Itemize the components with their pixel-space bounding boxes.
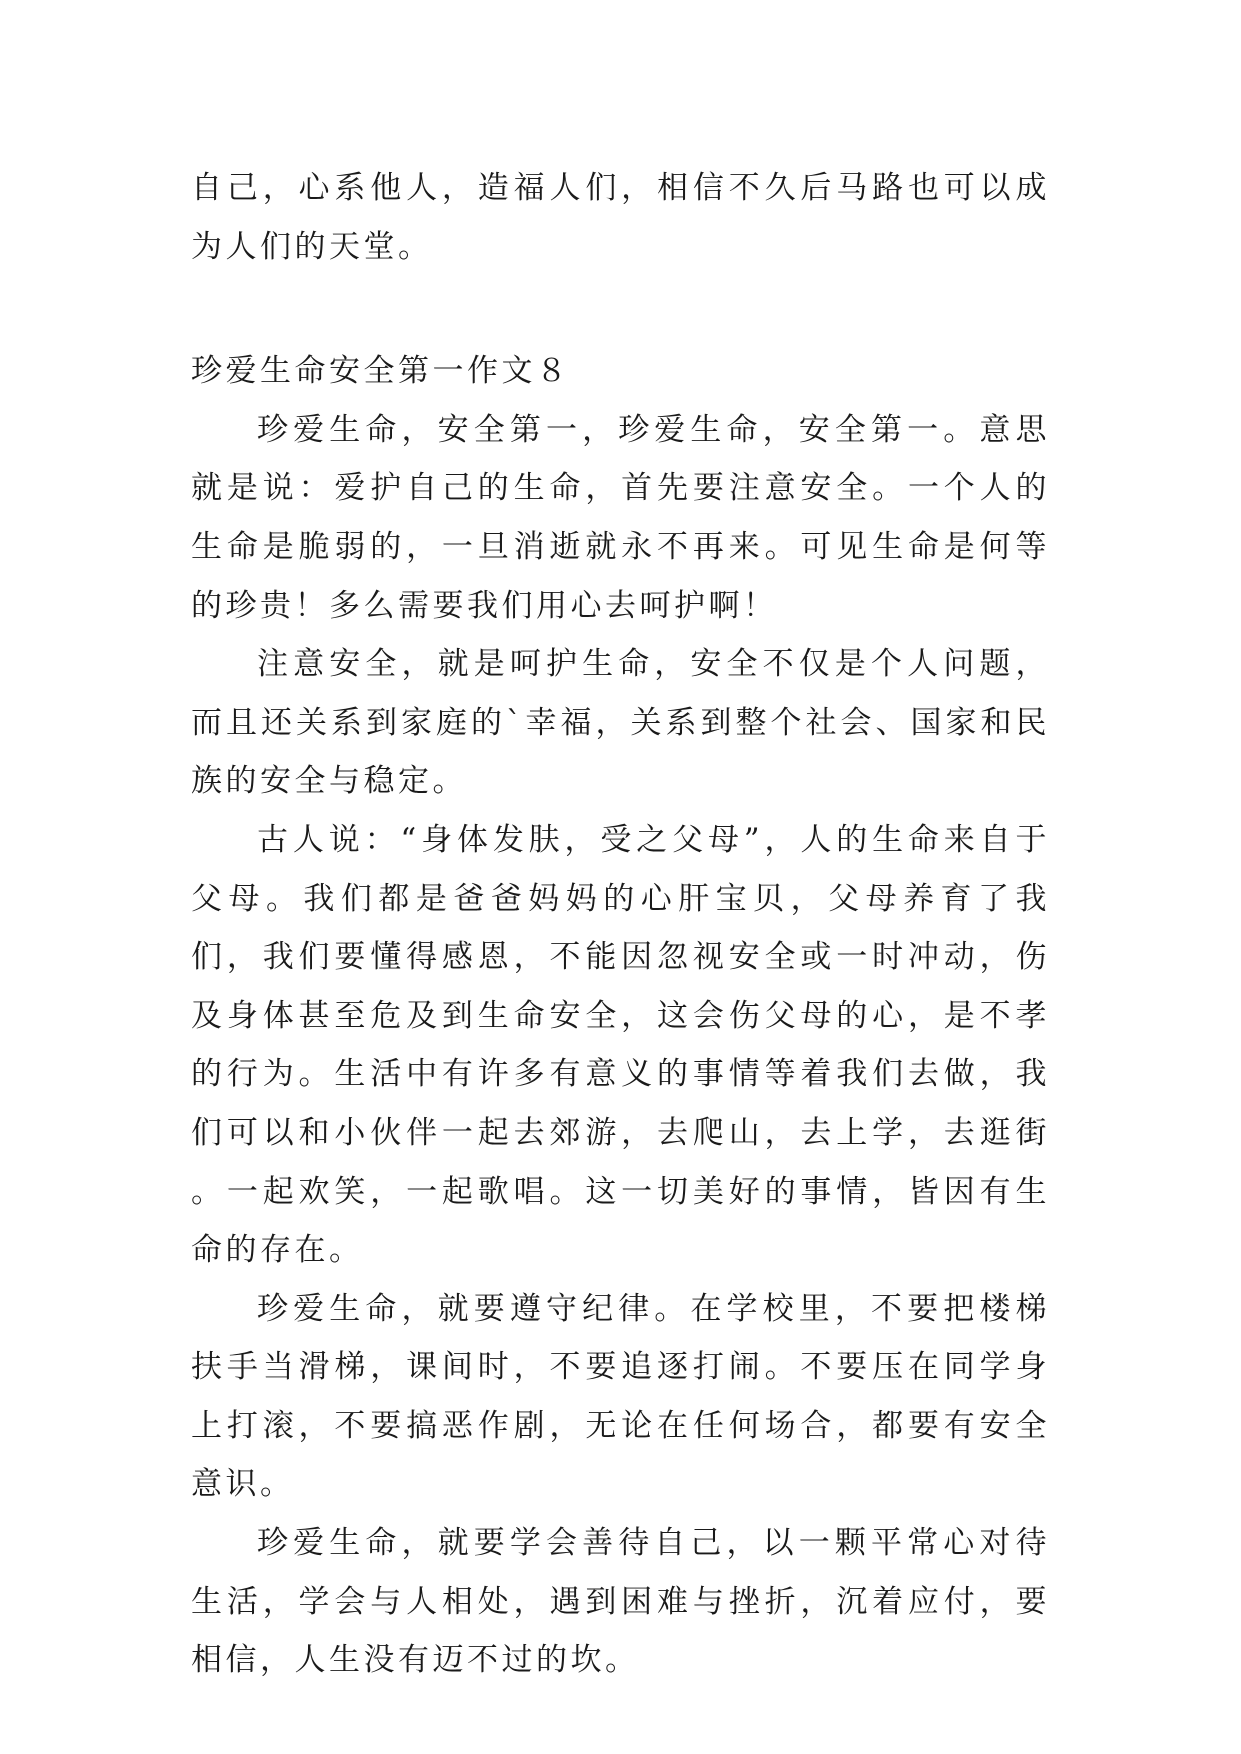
body-paragraph: 注意安全，就是呵护生命，安全不仅是个人问题，而且还关系到家庭的`幸福，关系到整个社会、国家和民族的安全与稳定。 (191, 646, 1050, 800)
body-paragraph: 珍爱生命，安全第一，珍爱生命，安全第一。意思就是说：爱护自己的生命，首先要注意安全。一个人的生命是脆弱的，一旦消逝就永不再来。可见生命是何等的珍贵！多么需要我们用心去呵护啊！ (191, 411, 1050, 624)
body-paragraph: 珍爱生命，就要学会善待自己，以一颗平常心对待生活，学会与人相处，遇到困难与挫折，沉着应付，要相信，人生没有迈不过的坎。 (191, 1525, 1050, 1679)
essay-title: 珍爱生命安全第一作文８ (191, 353, 571, 390)
body-paragraph: 古人说：“身体发肤，受之父母”，人的生命来自于父母。我们都是爸爸妈妈的心肝宝贝，父母养育了我们，我们要懂得感恩，不能因忽视安全或一时冲动，伤及身体甚至危及到生命安全，这会伤父母的心，是不孝的行为。生活中有许多有意义的事情等着我们去做，我们可以和小伙伴一起去郊游，去爬山，去上学，去逛街 。一起欢笑，一起歌唱。这一切美好的事情，皆因有生命的存在。 (191, 821, 1050, 1269)
body-paragraph: 珍爱生命，就要遵守纪律。在学校里，不要把楼梯扶手当滑梯，课间时，不要追逐打闹。不要压在同学身上打滚，不要搞恶作剧，无论在任何场合，都要有安全意识。 (191, 1290, 1050, 1503)
continuation-paragraph: 自己，心系他人，造福人们，相信不久后马路也可以成为人们的天堂。 (191, 170, 1050, 265)
document-body (191, 159, 1050, 1690)
